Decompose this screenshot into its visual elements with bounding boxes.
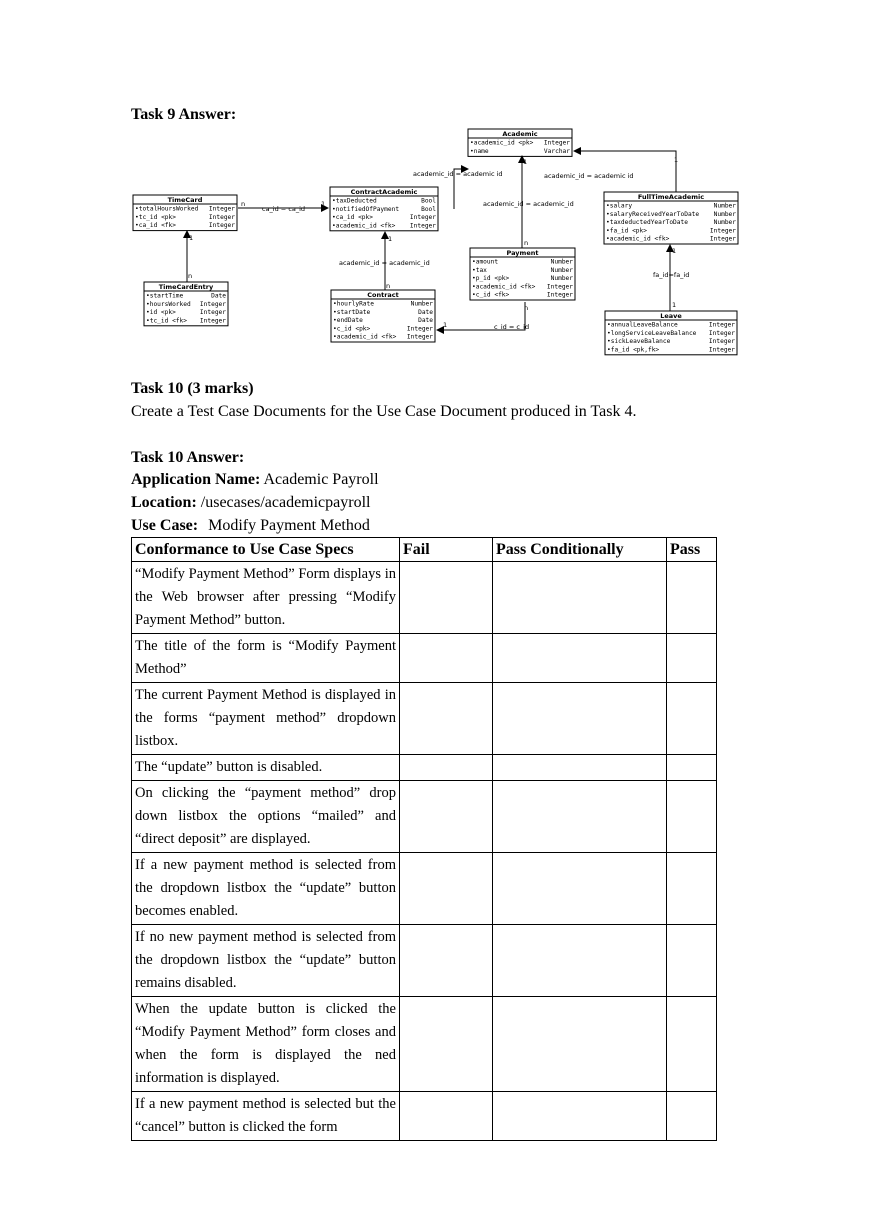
entity-attribute-name: •academic_id <fk> bbox=[332, 222, 396, 230]
card-one: 1 bbox=[321, 200, 326, 208]
entity-attribute-type: Integer bbox=[708, 321, 735, 329]
pass-conditionally-cell bbox=[493, 853, 667, 925]
entity-attribute-name: •name bbox=[470, 147, 489, 155]
entity-attribute-name: •tax bbox=[472, 266, 487, 274]
entity-attribute-type: Date bbox=[211, 292, 226, 300]
header-pass-conditionally: Pass Conditionally bbox=[493, 538, 667, 562]
card-many: n bbox=[524, 304, 529, 312]
fail-cell bbox=[400, 562, 493, 634]
entity-title: TimeCardEntry bbox=[158, 283, 214, 291]
pass-conditionally-cell bbox=[493, 634, 667, 683]
entity-attribute-name: •fa_id <pk> bbox=[606, 227, 647, 235]
location-value: /usecases/academicpayroll bbox=[196, 494, 371, 511]
entity-attribute-name: •fa_id <pk,fk> bbox=[607, 346, 660, 354]
entity-attribute-type: Number bbox=[410, 300, 433, 308]
entity-attribute-name: •amount bbox=[472, 258, 499, 266]
entity-title: FullTimeAcademic bbox=[637, 193, 705, 201]
entity-attribute-type: Integer bbox=[708, 346, 735, 354]
card-many: n bbox=[241, 200, 246, 208]
entity-attribute-type: Integer bbox=[708, 338, 735, 346]
answer-heading: Task 10 Answer: bbox=[131, 449, 245, 466]
entity-attribute-type: Integer bbox=[199, 309, 226, 317]
label-ca-academic: academic_id = academic id bbox=[413, 170, 503, 178]
conformance-spec-cell: The title of the form is “Modify Payment Method” bbox=[132, 634, 400, 683]
conformance-spec-cell: On clicking the “payment method” drop down listbox the options “mailed” and “direct deposit” are displayed. bbox=[132, 781, 400, 853]
location-line bbox=[131, 494, 370, 512]
entity-attribute-name: •startDate bbox=[333, 308, 371, 316]
conformance-spec-cell: The current Payment Method is displayed in the forms “payment method” dropdown listbox. bbox=[132, 683, 400, 755]
task9-heading: Task 9 Answer: bbox=[131, 106, 237, 123]
entity-attribute-name: •tc_id <fk> bbox=[146, 317, 187, 325]
entity-attribute-name: •taxDeducted bbox=[332, 197, 377, 205]
pass-cell bbox=[667, 683, 717, 755]
table-row bbox=[132, 634, 717, 683]
entity-attribute-type: Integer bbox=[409, 222, 436, 230]
entity-attribute-type: Number bbox=[550, 258, 573, 266]
entity-attribute-name: •p_id <pk> bbox=[472, 275, 510, 283]
entity-attribute-name: •sickLeaveBalance bbox=[607, 338, 671, 346]
label-leave-fa: fa_id=fa_id bbox=[653, 271, 690, 279]
entity-attribute-name: •hourlyRate bbox=[333, 300, 374, 308]
label-tc-ca: ca_id = ca_id bbox=[262, 205, 306, 213]
table-row bbox=[132, 781, 717, 853]
entity-title: Contract bbox=[367, 291, 399, 299]
entity-attribute-type: Number bbox=[713, 210, 736, 218]
entity-attribute-type: Integer bbox=[546, 291, 573, 299]
header-fail: Fail bbox=[400, 538, 493, 562]
entity-title: ContractAcademic bbox=[350, 188, 418, 196]
test-case-table bbox=[131, 537, 717, 1141]
entity-attribute-name: •longServiceLeaveBalance bbox=[607, 329, 697, 337]
pass-cell bbox=[667, 925, 717, 997]
header-conformance: Conformance to Use Case Specs bbox=[132, 538, 400, 562]
entity-attribute-type: Integer bbox=[546, 283, 573, 291]
table-row bbox=[132, 562, 717, 634]
entity-title: Payment bbox=[506, 249, 539, 257]
conformance-spec-cell: If a new payment method is selected but the “cancel” button is clicked the form bbox=[132, 1092, 400, 1141]
conformance-spec-cell: When the update button is clicked the “Modify Payment Method” form closes and when the form is displayed the ned information is displayed. bbox=[132, 997, 400, 1092]
entity-attribute-type: Integer bbox=[208, 222, 235, 230]
pass-cell bbox=[667, 755, 717, 781]
entity-attribute-type: Number bbox=[550, 266, 573, 274]
card-one: 1 bbox=[189, 234, 194, 242]
entity-payment bbox=[470, 248, 575, 300]
table-row bbox=[132, 1092, 717, 1141]
card-one: 1 bbox=[443, 321, 448, 329]
entity-attribute-name: •hoursWorked bbox=[146, 300, 191, 308]
entity-attribute-type: Integer bbox=[406, 333, 433, 341]
fail-cell bbox=[400, 925, 493, 997]
entity-attribute-name: •startTime bbox=[146, 292, 184, 300]
entity-attribute-name: •c_id <fk> bbox=[472, 291, 510, 299]
entity-attribute-type: Bool bbox=[421, 197, 436, 205]
entity-attribute-name: •ca_id <pk> bbox=[332, 214, 373, 222]
use-case-line bbox=[131, 517, 370, 535]
table-row bbox=[132, 755, 717, 781]
use-case-value: Modify Payment Method bbox=[208, 517, 370, 534]
fail-cell bbox=[400, 683, 493, 755]
pass-conditionally-cell bbox=[493, 683, 667, 755]
entity-contractacademic bbox=[330, 187, 438, 231]
table-row bbox=[132, 925, 717, 997]
conformance-spec-cell: If a new payment method is selected from the dropdown listbox the “update” button becomes enabled. bbox=[132, 853, 400, 925]
card-many: n bbox=[188, 272, 193, 280]
fail-cell bbox=[400, 853, 493, 925]
fail-cell bbox=[400, 781, 493, 853]
application-name-value: Academic Payroll bbox=[260, 471, 379, 488]
application-name-label: Application Name: bbox=[131, 471, 261, 488]
task10-description: Create a Test Case Documents for the Use Case Document produced in Task 4. bbox=[131, 403, 637, 420]
pass-conditionally-cell bbox=[493, 755, 667, 781]
entity-leave bbox=[605, 311, 737, 355]
pass-conditionally-cell bbox=[493, 997, 667, 1092]
entity-attribute-type: Number bbox=[713, 202, 736, 210]
entity-attribute-name: •academic_id <fk> bbox=[606, 235, 670, 243]
entity-attribute-name: •academic_id <fk> bbox=[333, 333, 397, 341]
pass-conditionally-cell bbox=[493, 1092, 667, 1141]
entity-attribute-type: Integer bbox=[543, 139, 570, 147]
entity-attribute-type: Date bbox=[418, 308, 433, 316]
entity-attribute-type: Integer bbox=[708, 329, 735, 337]
pass-conditionally-cell bbox=[493, 781, 667, 853]
pass-cell bbox=[667, 1092, 717, 1141]
entity-fulltimeacademic bbox=[604, 192, 738, 244]
pass-cell bbox=[667, 562, 717, 634]
entity-attribute-name: •salaryReceivedYearToDate bbox=[606, 210, 700, 218]
entity-title: Academic bbox=[502, 130, 538, 138]
entity-attribute-name: •endDate bbox=[333, 317, 363, 325]
entity-attribute-name: •notifiedOfPayment bbox=[332, 205, 400, 213]
card-one: 1 bbox=[523, 158, 528, 166]
entity-attribute-type: Integer bbox=[208, 213, 235, 221]
application-name-line bbox=[131, 471, 379, 489]
entity-attribute-name: •annualLeaveBalance bbox=[607, 321, 678, 329]
entity-title: Leave bbox=[660, 312, 682, 320]
pass-cell bbox=[667, 853, 717, 925]
card-one: 1 bbox=[672, 247, 677, 255]
use-case-label: Use Case: bbox=[131, 517, 199, 534]
entity-timecardentry bbox=[144, 282, 228, 326]
fail-cell bbox=[400, 1092, 493, 1141]
entity-contract bbox=[331, 290, 435, 342]
entity-attribute-name: •taxdeductedYearToDate bbox=[606, 219, 688, 227]
entity-attribute-type: Varchar bbox=[543, 147, 570, 155]
entity-attribute-type: Integer bbox=[409, 214, 436, 222]
er-diagram bbox=[131, 128, 741, 356]
pass-conditionally-cell bbox=[493, 562, 667, 634]
card-many: n bbox=[386, 282, 391, 290]
fail-cell bbox=[400, 997, 493, 1092]
entity-attribute-type: Integer bbox=[406, 325, 433, 333]
entity-attribute-type: Integer bbox=[709, 227, 736, 235]
label-pay-academic: academic_id = academic_id bbox=[483, 200, 574, 208]
entity-timecard bbox=[133, 195, 237, 231]
entity-attribute-name: •salary bbox=[606, 202, 633, 210]
table-header-row bbox=[132, 538, 717, 562]
label-fa-academic: academic_id = academic id bbox=[544, 172, 634, 180]
header-pass: Pass bbox=[667, 538, 717, 562]
entity-attribute-name: •academic_id <pk> bbox=[470, 139, 534, 147]
entity-attribute-name: •id <pk> bbox=[146, 309, 176, 317]
entity-attribute-type: Integer bbox=[199, 317, 226, 325]
entity-attribute-name: •totalHoursWorked bbox=[135, 205, 199, 213]
card-one: 1 bbox=[388, 235, 393, 243]
entity-attribute-name: •academic_id <fk> bbox=[472, 283, 536, 291]
card-one: 1 bbox=[674, 156, 679, 164]
entity-attribute-name: •ca_id <fk> bbox=[135, 222, 176, 230]
entity-attribute-name: •tc_id <pk> bbox=[135, 213, 176, 221]
pass-cell bbox=[667, 781, 717, 853]
entity-attribute-name: •c_id <pk> bbox=[333, 325, 371, 333]
entity-attribute-type: Integer bbox=[709, 235, 736, 243]
conformance-spec-cell: “Modify Payment Method” Form displays in the Web browser after pressing “Modify Payment Method” button. bbox=[132, 562, 400, 634]
task10-heading: Task 10 (3 marks) bbox=[131, 380, 254, 397]
label-ct-ca: academic_id = academic_id bbox=[339, 259, 430, 267]
pass-cell bbox=[667, 634, 717, 683]
fail-cell bbox=[400, 634, 493, 683]
entity-attribute-type: Integer bbox=[208, 205, 235, 213]
entity-attribute-type: Integer bbox=[199, 300, 226, 308]
card-one: 1 bbox=[672, 301, 677, 309]
conformance-spec-cell: If no new payment method is selected from the dropdown listbox the “update” button remains disabled. bbox=[132, 925, 400, 997]
entity-attribute-type: Number bbox=[713, 219, 736, 227]
entity-academic bbox=[468, 129, 572, 156]
table-row bbox=[132, 997, 717, 1092]
conformance-spec-cell: The “update” button is disabled. bbox=[132, 755, 400, 781]
entity-attribute-type: Date bbox=[418, 317, 433, 325]
fail-cell bbox=[400, 755, 493, 781]
entity-attribute-type: Bool bbox=[421, 205, 436, 213]
entity-title: TimeCard bbox=[167, 196, 203, 204]
entity-attribute-type: Number bbox=[550, 275, 573, 283]
pass-cell bbox=[667, 997, 717, 1092]
pass-conditionally-cell bbox=[493, 925, 667, 997]
label-pay-contract: c_id = c_id bbox=[494, 323, 530, 331]
table-row bbox=[132, 853, 717, 925]
location-label: Location: bbox=[131, 494, 197, 511]
card-many: n bbox=[524, 239, 529, 247]
table-row bbox=[132, 683, 717, 755]
